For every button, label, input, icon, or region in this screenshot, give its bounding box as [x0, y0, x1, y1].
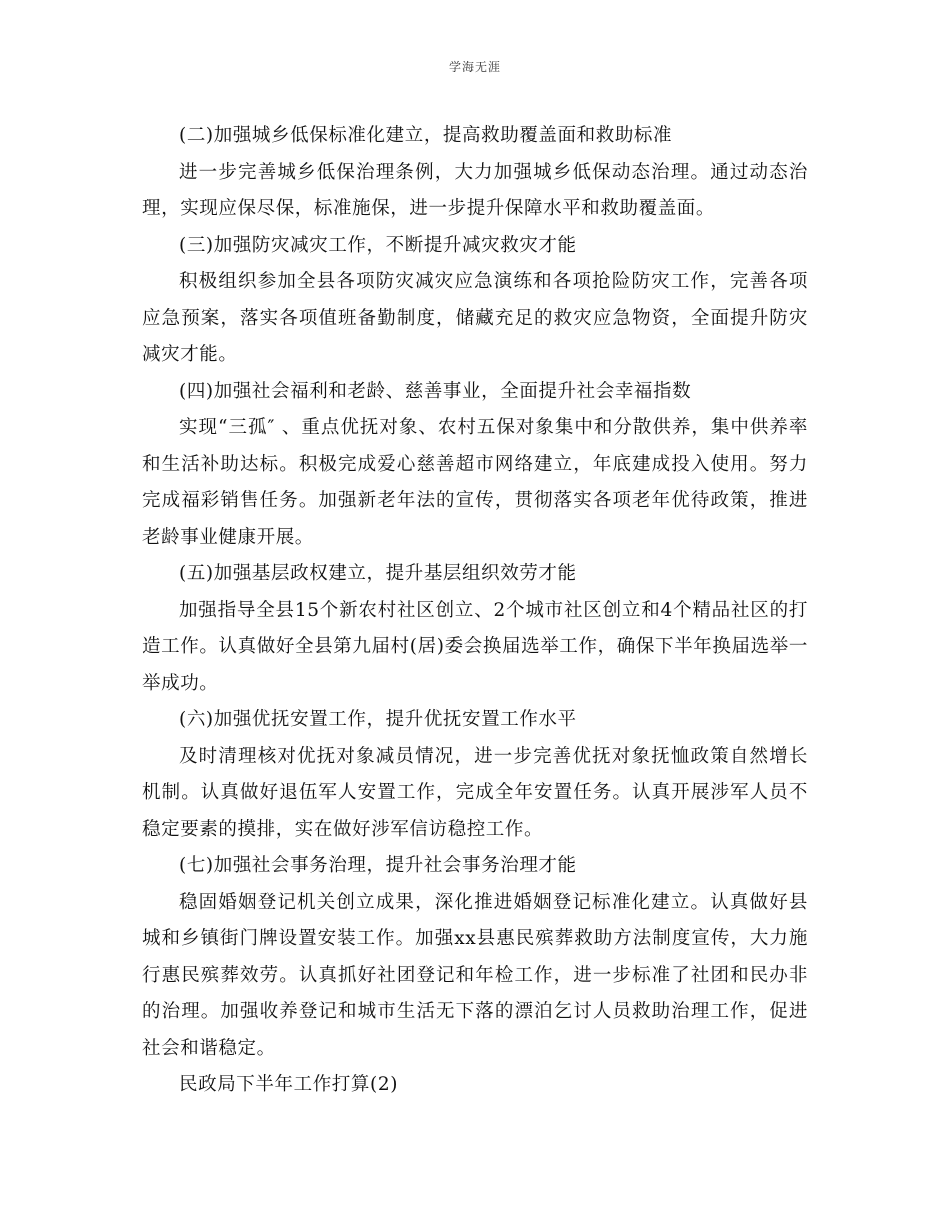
section-paragraph-2: 进一步完善城乡低保治理条例，大力加强城乡低保动态治理。通过动态治理，实现应保尽保，标准施保，进一步提升保障水平和救助覆盖面。 — [142, 161, 808, 219]
section-paragraph-7: 稳固婚姻登记机关创立成果，深化推进婚姻登记标准化建立。认真做好县城和乡镇街门牌设置安装工作。加强xx县惠民殡葬救助方法制度宣传，大力施行惠民殡葬效劳。认真抓好社团登记和年检工作，进一步标准了社团和民办非的治理。加强收养登记和城市生活无下落的漂泊乞讨人员救助治理工作，促进社会和谐稳定。 — [142, 891, 808, 1059]
section-heading-7: (七)加强社会事务治理，提升社会事务治理才能 — [179, 855, 577, 876]
section-paragraph-5: 加强指导全县15个新农村社区创立、2个城市社区创立和4个精品社区的打造工作。认真做好全县第九届村(居)委会换届选举工作，确保下半年换届选举一举成功。 — [142, 599, 808, 694]
section-heading-3: (三)加强防灾减灾工作，不断提升减灾救灾才能 — [179, 234, 577, 256]
page-header: 学海无涯 — [448, 60, 501, 74]
section-heading-6: (六)加强优抚安置工作，提升优抚安置工作水平 — [179, 709, 577, 730]
next-document-title: 民政局下半年工作打算(2) — [179, 1074, 399, 1095]
section-heading-4: (四)加强社会福利和老龄、慈善事业，全面提升社会幸福指数 — [179, 380, 692, 402]
section-heading-2: (二)加强城乡低保标准化建立，提高救助覆盖面和救助标准 — [179, 125, 673, 146]
section-paragraph-4: 实现“三孤″ 、重点优抚对象、农村五保对象集中和分散供养，集中供养率和生活补助达标。积极完成爱心慈善超市网络建立，年底建成投入使用。努力完成福彩销售任务。加强新老年法的宣传，贯彻落实各项老年优待政策，推进老龄事业健康开展。 — [142, 417, 808, 548]
section-paragraph-3: 积极组织参加全县各项防灾减灾应急演练和各项抢险防灾工作，完善各项应急预案，落实各项值班备勤制度，储藏充足的救灾应急物资，全面提升防灾减灾才能。 — [142, 271, 808, 365]
document-body — [142, 118, 808, 1104]
section-paragraph-6: 及时清理核对优抚对象减员情况，进一步完善优抚对象抚恤政策自然增长机制。认真做好退伍军人安置工作，完成全年安置任务。认真开展涉军人员不稳定要素的摸排，实在做好涉军信访稳控工作。 — [142, 745, 808, 840]
section-heading-5: (五)加强基层政权建立，提升基层组织效劳才能 — [179, 563, 577, 584]
